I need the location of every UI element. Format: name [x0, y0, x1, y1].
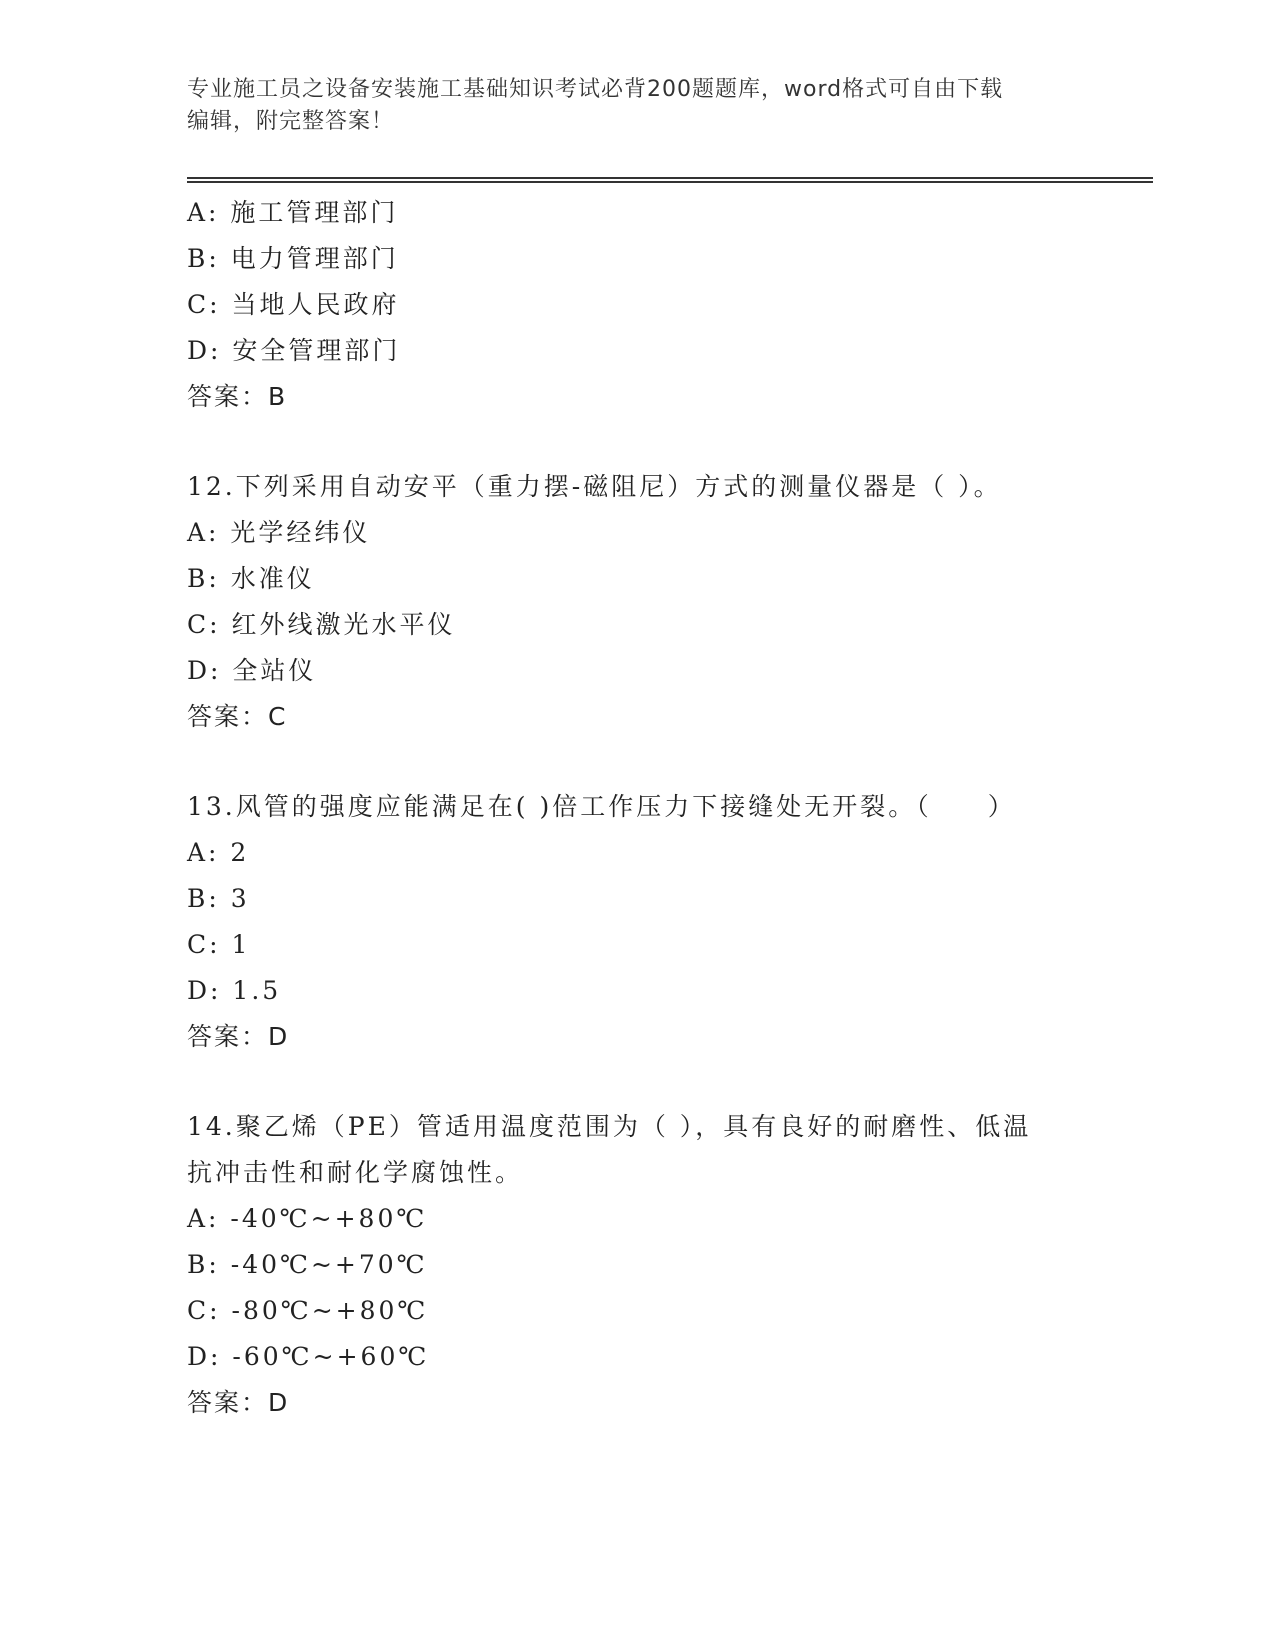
option-b: B: 电力管理部门 [187, 244, 399, 273]
spacer [187, 420, 1153, 464]
question-text: 13.风管的强度应能满足在( )倍工作压力下接缝处无开裂。（ ） [187, 792, 1016, 821]
option-a: A: 2 [187, 838, 250, 867]
option-c: C: 当地人民政府 [187, 290, 400, 319]
option-d: D: 安全管理部门 [187, 336, 401, 365]
option-d: D: 1.5 [187, 976, 282, 1005]
option-c: C: -80℃~+80℃ [187, 1296, 429, 1325]
header-title-line2: 编辑，附完整答案！ [187, 109, 395, 134]
answer-line: 答案：C [187, 702, 288, 731]
answer-line: 答案：D [187, 1022, 290, 1051]
spacer [187, 740, 1153, 784]
option-c: C: 1 [187, 930, 251, 959]
option-a: A: 施工管理部门 [187, 198, 399, 227]
question-text: 12.下列采用自动安平（重力摆-磁阻尼）方式的测量仪器是（ ）。 [187, 472, 1002, 501]
option-c: C: 红外线激光水平仪 [187, 610, 456, 639]
option-a: A: -40℃~+80℃ [187, 1204, 428, 1233]
option-b: B: 3 [187, 884, 250, 913]
header-divider-bottom [187, 181, 1153, 183]
question-block-14 [187, 1104, 1153, 1426]
option-b: B: -40℃~+70℃ [187, 1250, 428, 1279]
question-text-line1: 14.聚乙烯（PE）管适用温度范围为（ ），具有良好的耐磨性、低温 [187, 1112, 1032, 1141]
answer-line: 答案：B [187, 382, 288, 411]
option-d: D: -60℃~+60℃ [187, 1342, 430, 1371]
header-title-line1: 专业施工员之设备安装施工基础知识考试必背200题题库，word格式可自由下载 [187, 77, 1004, 102]
option-b: B: 水准仪 [187, 564, 315, 593]
spacer [187, 1060, 1153, 1104]
option-a: A: 光学经纬仪 [187, 518, 371, 547]
document-header [187, 74, 1067, 138]
answer-line: 答案：D [187, 1388, 290, 1417]
option-d: D: 全站仪 [187, 656, 317, 685]
question-block-11 [187, 190, 1153, 420]
question-block-12 [187, 464, 1153, 740]
header-divider-top [187, 177, 1153, 179]
document-body [187, 190, 1153, 1426]
question-block-13 [187, 784, 1153, 1060]
question-text-line2: 抗冲击性和耐化学腐蚀性。 [187, 1158, 524, 1187]
